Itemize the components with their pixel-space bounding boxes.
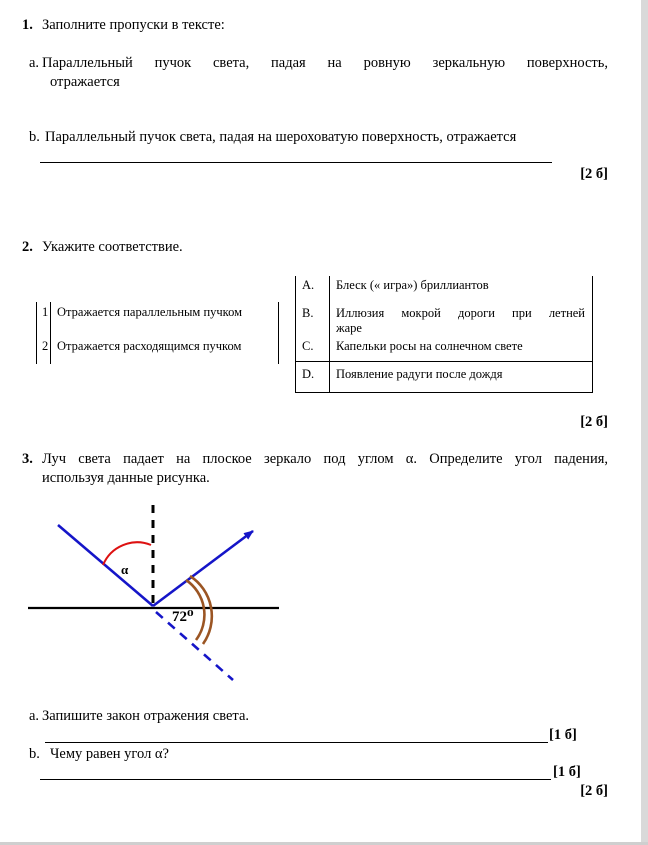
q2-right-letter-c: C.	[302, 339, 314, 353]
q3-b-points: [1 б]	[553, 764, 581, 780]
q2-right-letter-d: D.	[302, 367, 315, 381]
q2-right-letter-b: B.	[302, 306, 314, 320]
q1-b-text: Параллельный пучок света, падая на шероховатую поверхность, отражается	[45, 129, 517, 145]
q2-right-item-d: Появление радуги после дождя	[336, 367, 503, 381]
reflected-ray	[153, 531, 253, 606]
incident-ray	[58, 525, 153, 606]
q3-b-answer-line[interactable]	[40, 779, 551, 780]
q3-number: 3.	[22, 451, 33, 467]
q3-a-answer-line[interactable]	[45, 742, 548, 743]
q3-a-marker: a.	[29, 708, 40, 724]
q2-left-item-1: Отражается параллельным пучком	[57, 305, 243, 319]
angle-72-label: 72⁰	[172, 609, 194, 625]
q2-number: 2.	[22, 239, 33, 255]
q3-points: [2 б]	[580, 783, 608, 799]
q2-points: [2 б]	[580, 414, 608, 430]
q2-right-item-b-line2: жаре	[336, 321, 362, 335]
q2-title: Укажите соответствие.	[42, 239, 183, 255]
q2-left-num-2: 2	[42, 339, 49, 353]
q3-a-points: [1 б]	[549, 727, 577, 743]
q1-b-marker: b.	[29, 129, 40, 145]
q1-a-marker: a.	[29, 55, 40, 71]
ray-continuation	[156, 612, 233, 680]
alpha-label: α	[121, 562, 129, 577]
q2-left-num-1: 1	[42, 305, 49, 319]
q1-number: 1.	[22, 17, 33, 33]
q3-line1: Луч света падает на плоское зеркало под углом α. Определите угол падения,	[42, 451, 608, 467]
q3-a-text: Запишите закон отражения света.	[42, 708, 250, 724]
q2-right-letter-a: A.	[302, 278, 315, 292]
q1-points: [2 б]	[580, 166, 608, 182]
q2-right-item-c: Капельки росы на солнечном свете	[336, 339, 523, 353]
q1-a-line1: Параллельный пучок света, падая на ровную зеркальную поверхность,	[42, 55, 608, 71]
q2-right-item-a: Блеск (« игра») бриллиантов	[336, 278, 489, 292]
q3-b-text: Чему равен угол α?	[50, 746, 169, 762]
q3-line2: используя данные рисунка.	[42, 470, 210, 486]
q3-b-marker: b.	[29, 746, 40, 762]
q2-right-item-b-line1: Иллюзия мокрой дороги при летней	[336, 306, 585, 320]
q2-left-item-2: Отражается расходящимся пучком	[57, 339, 242, 353]
q1-title: Заполните пропуски в тексте:	[42, 17, 225, 33]
q1-a-line2: отражается	[50, 74, 120, 90]
